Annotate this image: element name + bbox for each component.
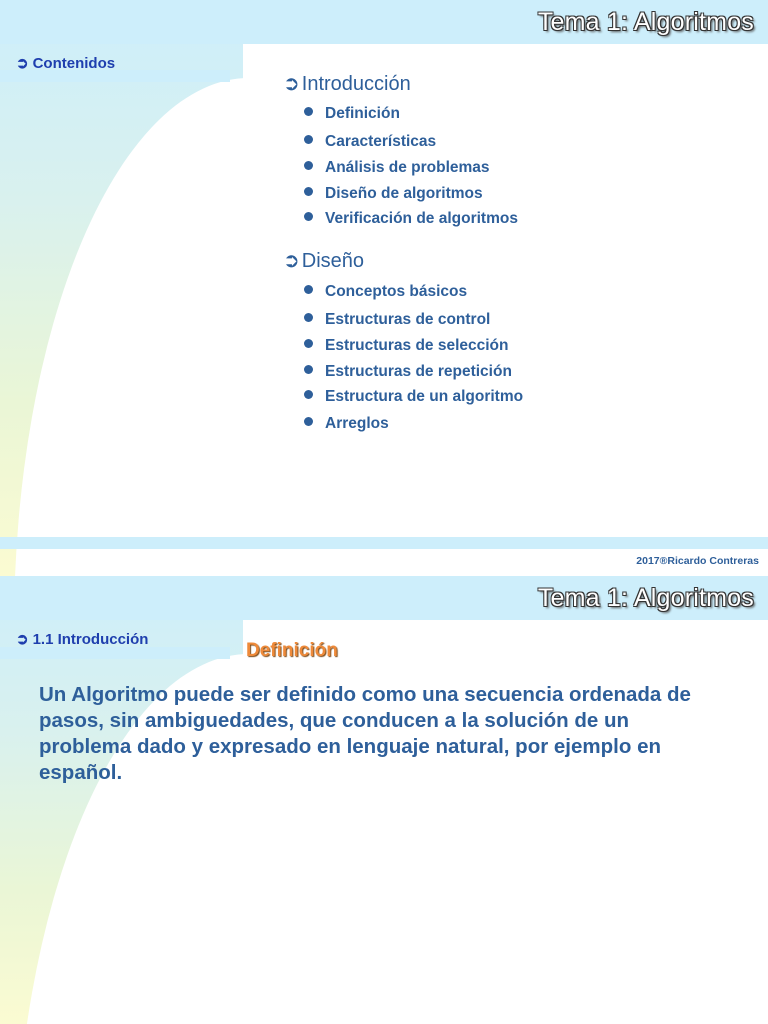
list-item: Verificación de algoritmos — [304, 210, 518, 228]
section-bar — [0, 647, 230, 659]
list-item: Estructuras de selección — [304, 337, 509, 355]
slide-introduccion — [0, 576, 768, 1024]
definition-paragraph: Un Algoritmo puede ser definido como una secuencia ordenada de pasos, sin ambiguedades, que conducen a la solución de un problema dado y expresado en lenguaje natural, por ejemplo en español. — [39, 683, 691, 784]
bullet-icon — [304, 313, 313, 322]
bullet-icon — [304, 285, 313, 294]
arrow-icon: ➲ — [283, 73, 300, 95]
slide-title: Tema 1: Algoritmos — [537, 584, 754, 612]
list-item: Definición — [304, 105, 400, 123]
bullet-icon — [304, 339, 313, 348]
bullet-icon — [304, 417, 313, 426]
list-item: Estructura de un algoritmo — [304, 388, 523, 406]
topic-diseno — [283, 248, 364, 273]
bullet-icon — [304, 135, 313, 144]
section-label — [16, 630, 148, 648]
bullet-icon — [304, 390, 313, 399]
bullet-icon — [304, 161, 313, 170]
list-item: Diseño de algoritmos — [304, 185, 483, 203]
list-item: Arreglos — [304, 415, 389, 433]
list-item: Conceptos básicos — [304, 283, 467, 301]
topic-label: Introducción — [301, 73, 411, 95]
bullet-icon — [304, 107, 313, 116]
arrow-icon: ➲ — [283, 250, 300, 272]
footer-credit: 2017®Ricardo Contreras — [636, 555, 759, 567]
bullet-icon — [304, 187, 313, 196]
topic-label: Diseño — [301, 250, 365, 272]
list-item: Características — [304, 133, 436, 151]
list-item: Estructuras de control — [304, 311, 490, 329]
list-item: Análisis de problemas — [304, 159, 490, 177]
section-label-text: 1.1 Introducción — [32, 631, 149, 648]
subheading: Definición — [246, 640, 338, 661]
footer-band — [0, 537, 768, 549]
section-label — [16, 54, 115, 72]
slide-title: Tema 1: Algoritmos — [537, 8, 754, 36]
section-label-text: Contenidos — [32, 55, 116, 72]
bullet-icon — [304, 212, 313, 221]
topic-introduccion — [283, 71, 411, 96]
bullet-icon — [304, 365, 313, 374]
list-item: Estructuras de repetición — [304, 363, 512, 381]
arrow-icon: ➲ — [16, 55, 29, 72]
arrow-icon: ➲ — [16, 631, 29, 648]
